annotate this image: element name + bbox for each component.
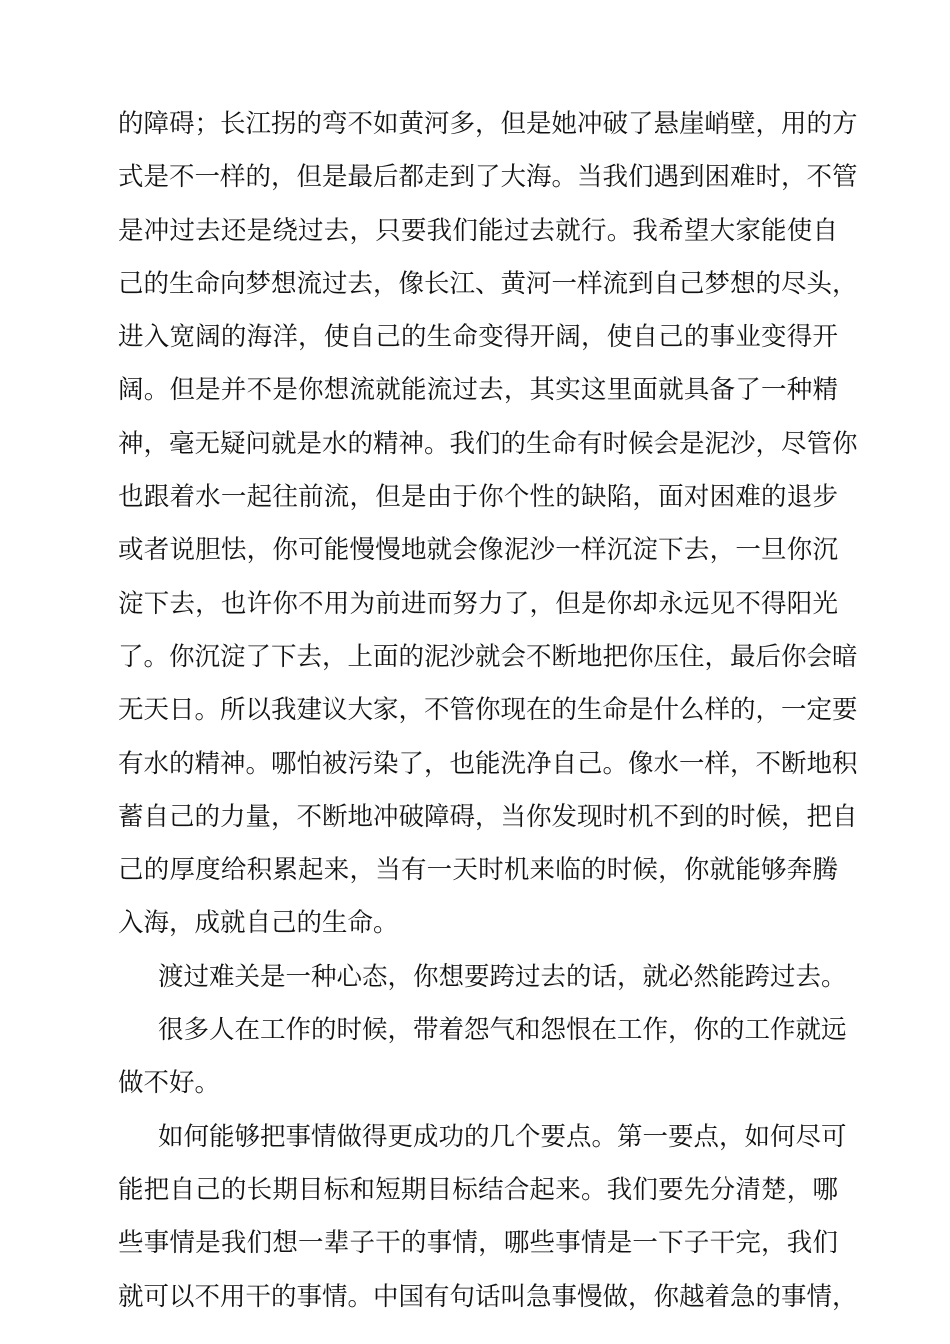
text-line: 能把自己的长期目标和短期目标结合起来。我们要先分清楚，哪 — [118, 1174, 838, 1205]
text-line: 如何能够把事情做得更成功的几个要点。第一要点，如何尽可 — [158, 1121, 847, 1152]
text-line: 有水的精神。哪怕被污染了，也能洗净自己。像水一样，不断地积 — [118, 748, 858, 779]
text-line: 就可以不用干的事情。中国有句话叫急事慢做，你越着急的事情， — [118, 1281, 858, 1312]
paragraph — [118, 98, 858, 951]
text-line: 是冲过去还是绕过去，只要我们能过去就行。我希望大家能使自 — [118, 215, 838, 246]
text-line: 做不好。 — [118, 1068, 221, 1099]
text-line: 蓄自己的力量，不断地冲破障碍，当你发现时机不到的时候，把自 — [118, 801, 858, 832]
text-line: 神，毫无疑问就是水的精神。我们的生命有时候会是泥沙，尽管你 — [118, 428, 858, 459]
paragraph — [118, 1111, 858, 1324]
text-line: 己的厚度给积累起来，当有一天时机来临的时候，你就能够奔腾 — [118, 855, 838, 886]
text-line: 淀下去，也许你不用为前进而努力了，但是你却永远见不得阳光 — [118, 588, 838, 619]
text-line: 的障碍；长江拐的弯不如黄河多，但是她冲破了悬崖峭壁，用的方 — [118, 109, 858, 139]
text-line: 入海，成就自己的生命。 — [118, 908, 399, 939]
text-line: 进入宽阔的海洋，使自己的生命变得开阔，使自己的事业变得开 — [118, 322, 838, 353]
text-line: 无天日。所以我建议大家，不管你现在的生命是什么样的，一定要 — [118, 695, 858, 726]
text-line: 些事情是我们想一辈子干的事情，哪些事情是一下子干完，我们 — [118, 1228, 838, 1259]
text-line: 了。你沉淀了下去，上面的泥沙就会不断地把你压住，最后你会暗 — [118, 641, 858, 672]
text-line: 或者说胆怯，你可能慢慢地就会像泥沙一样沉淀下去，一旦你沉 — [118, 535, 838, 566]
text-line: 很多人在工作的时候，带着怨气和怨恨在工作，你的工作就远 — [158, 1015, 847, 1046]
text-line: 也跟着水一起往前流，但是由于你个性的缺陷，面对困难的退步 — [118, 482, 838, 513]
text-line: 式是不一样的，但是最后都走到了大海。当我们遇到困难时，不管 — [118, 162, 858, 193]
paragraph — [118, 951, 847, 1004]
text-line: 己的生命向梦想流过去，像长江、黄河一样流到自己梦想的尽头， — [118, 268, 858, 299]
text-line: 渡过难关是一种心态，你想要跨过去的话，就必然能跨过去。 — [158, 961, 847, 992]
paragraph — [118, 1004, 847, 1111]
text-line: 阔。但是并不是你想流就能流过去，其实这里面就具备了一种精 — [118, 375, 838, 406]
document-body — [118, 98, 858, 1324]
